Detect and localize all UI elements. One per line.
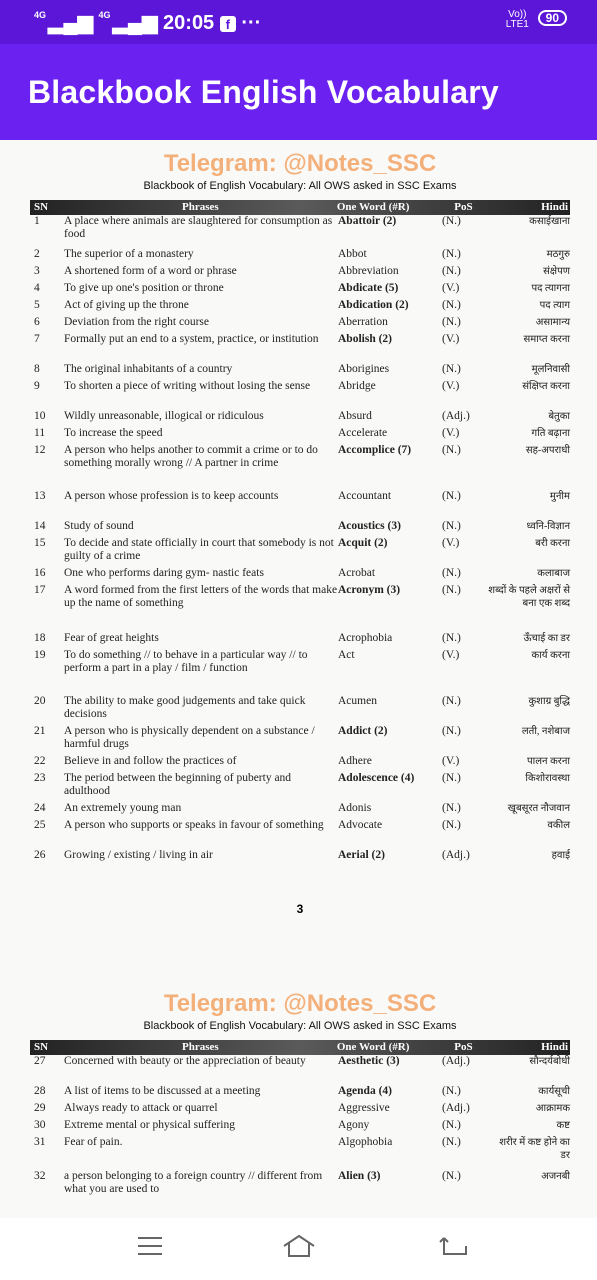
phrase-cell: Act of giving up the throne <box>64 299 189 311</box>
facebook-icon: f <box>220 16 236 32</box>
phrase-cell: Fear of pain. <box>64 1136 123 1148</box>
table-row <box>30 802 570 819</box>
one-word-cell: Acronym (3) <box>338 584 401 596</box>
pos-cell: (N.) <box>442 632 461 644</box>
one-word-cell: Aesthetic (3) <box>338 1055 400 1067</box>
sn-cell: 29 <box>34 1102 46 1114</box>
hindi-cell: सह-अपराधी <box>525 445 570 456</box>
app-title: Blackbook English Vocabulary <box>28 74 499 110</box>
hindi-cell: शब्दों के पहले अक्षरों से बना एक शब्द <box>488 585 570 609</box>
pos-cell: (V.) <box>442 282 460 294</box>
navigation-bar <box>0 1218 597 1280</box>
table-row <box>30 567 570 584</box>
col-hindi: Hindi <box>541 201 568 213</box>
app-bar <box>0 44 597 140</box>
pos-cell: (N.) <box>442 772 461 784</box>
one-word-cell: Acquit (2) <box>338 537 388 549</box>
signal-icon-2: ▂▄▆ <box>112 12 158 34</box>
table-row <box>30 1170 570 1196</box>
pos-cell: (N.) <box>442 1170 461 1182</box>
sn-cell: 6 <box>34 316 40 328</box>
sn-cell: 19 <box>34 649 46 661</box>
one-word-cell: Adonis <box>338 802 372 814</box>
document-page-1 <box>30 150 570 916</box>
pos-cell: (V.) <box>442 333 460 345</box>
sn-cell: 14 <box>34 520 46 532</box>
one-word-cell: Advocate <box>338 819 383 831</box>
table-row <box>30 520 570 537</box>
one-word-cell: Agony <box>338 1119 370 1131</box>
col-phrases: Phrases <box>182 201 219 213</box>
hindi-cell: खूबसूरत नौजवान <box>507 803 570 814</box>
sn-cell: 17 <box>34 584 46 596</box>
hindi-cell: लती, नशेबाज <box>521 726 570 737</box>
one-word-cell: Acrobat <box>338 567 376 579</box>
hindi-cell: आक्रामक <box>535 1103 570 1114</box>
hindi-cell: वकील <box>547 820 570 831</box>
hindi-cell: बेतुका <box>548 411 570 422</box>
table-row <box>30 333 570 363</box>
phrase-cell: a person belonging to a foreign country // different from what you are used to <box>64 1170 323 1195</box>
table-row <box>30 299 570 316</box>
pos-cell: (V.) <box>442 380 460 392</box>
table-row <box>30 282 570 299</box>
one-word-cell: Abridge <box>338 380 376 392</box>
table-body-2 <box>30 1055 570 1196</box>
hindi-cell: किशोरावस्था <box>525 773 570 784</box>
table-row <box>30 725 570 755</box>
phrase-cell: To increase the speed <box>64 427 163 439</box>
table-body-1 <box>30 215 570 869</box>
col-pos: PoS <box>454 201 473 213</box>
pos-cell: (N.) <box>442 248 461 260</box>
table-row <box>30 1085 570 1102</box>
table-row <box>30 537 570 567</box>
hindi-cell: समाप्त करना <box>523 334 570 345</box>
pos-cell: (N.) <box>442 490 461 502</box>
home-icon[interactable] <box>281 1232 315 1260</box>
table-row <box>30 316 570 333</box>
phrase-cell: A place where animals are slaughtered for consumption as food <box>64 215 333 240</box>
hindi-cell: हवाई <box>551 850 570 861</box>
one-word-cell: Act <box>338 649 355 661</box>
table-row <box>30 215 570 248</box>
pos-cell: (N.) <box>442 1136 461 1148</box>
hindi-cell: पद त्याग <box>539 300 570 311</box>
pos-cell: (V.) <box>442 755 460 767</box>
sn-cell: 22 <box>34 755 46 767</box>
page-number: 3 <box>296 902 304 916</box>
battery-icon <box>538 10 567 26</box>
sn-cell: 30 <box>34 1119 46 1131</box>
volte-label: Vo)) <box>508 9 527 20</box>
phrase-cell: Fear of great heights <box>64 632 159 644</box>
menu-icon[interactable] <box>133 1232 167 1260</box>
one-word-cell: Absurd <box>338 410 372 422</box>
col-hindi-2: Hindi <box>541 1041 568 1053</box>
phrase-cell: Always ready to attack or quarrel <box>64 1102 218 1114</box>
lte-label: LTE1 <box>505 19 529 30</box>
document-viewer[interactable] <box>0 140 597 1218</box>
table-row <box>30 819 570 849</box>
document-subtitle: Blackbook of English Vocabulary: All OWS asked in SSC Exams <box>143 180 457 192</box>
one-word-cell: Agenda (4) <box>338 1085 392 1097</box>
hindi-cell: मठगुरु <box>546 249 570 260</box>
pos-cell: (Adj.) <box>442 1102 470 1114</box>
status-bar <box>0 0 597 44</box>
hindi-cell: सौन्दर्यबोधी <box>529 1056 570 1067</box>
document-subtitle-2: Blackbook of English Vocabulary: All OWS asked in SSC Exams <box>143 1020 457 1032</box>
pos-cell: (N.) <box>442 725 461 737</box>
hindi-cell: कसाईखाना <box>529 216 570 227</box>
signal-1-label: 4G <box>34 10 47 20</box>
phrase-cell: A list of items to be discussed at a meeting <box>64 1085 261 1097</box>
status-right <box>506 10 567 30</box>
one-word-cell: Accomplice (7) <box>338 444 412 456</box>
one-word-cell: Abolish (2) <box>338 333 392 345</box>
table-header-2 <box>30 1040 570 1055</box>
one-word-cell: Aborigines <box>338 363 390 375</box>
sn-cell: 11 <box>34 427 46 439</box>
one-word-cell: Algophobia <box>338 1136 393 1148</box>
one-word-cell: Adhere <box>338 755 372 767</box>
one-word-cell: Accountant <box>338 490 392 502</box>
col-one-word: One Word (#R) <box>336 201 410 213</box>
hindi-cell: संक्षेपण <box>543 266 570 277</box>
hindi-cell: कलाबाज <box>537 568 570 579</box>
hindi-cell: अजनबी <box>541 1171 570 1182</box>
phrase-cell: Believe in and follow the practices of <box>64 755 237 767</box>
table-row <box>30 632 570 649</box>
battery-level: 90 <box>545 11 559 25</box>
phrase-cell: The period between the beginning of puberty and adulthood <box>64 772 292 797</box>
table-row <box>30 363 570 380</box>
sn-cell: 13 <box>34 490 46 502</box>
table-row <box>30 380 570 410</box>
hindi-cell: संक्षिप्त करना <box>522 381 570 392</box>
pos-cell: (Adj.) <box>442 849 470 861</box>
one-word-cell: Abdication (2) <box>338 299 409 311</box>
sn-cell: 32 <box>34 1170 46 1182</box>
one-word-cell: Abattoir (2) <box>338 215 397 227</box>
phrase-cell: To give up one's position or throne <box>64 282 224 294</box>
phrase-cell: To decide and state officially in court that somebody is not guilty of a crime <box>64 537 334 562</box>
phrase-cell: To do something // to behave in a particular way // to perform a part in a play / film / function <box>64 649 308 674</box>
table-row <box>30 755 570 772</box>
sn-cell: 12 <box>34 444 46 456</box>
phrase-cell: One who performs daring gym- nastic feats <box>64 567 264 579</box>
table-header <box>30 200 570 215</box>
pos-cell: (N.) <box>442 520 461 532</box>
hindi-cell: पद त्यागना <box>531 283 570 294</box>
more-notifications-icon: ··· <box>241 12 262 34</box>
one-word-cell: Alien (3) <box>338 1170 381 1182</box>
sn-cell: 15 <box>34 537 46 549</box>
hindi-cell: बरी करना <box>535 538 570 549</box>
document-page-2 <box>30 990 570 1196</box>
sn-cell: 31 <box>34 1136 46 1148</box>
phrase-cell: A shortened form of a word or phrase <box>64 265 237 277</box>
pos-cell: (N.) <box>442 819 461 831</box>
pos-cell: (N.) <box>442 584 461 596</box>
sn-cell: 8 <box>34 363 40 375</box>
pos-cell: (N.) <box>442 316 461 328</box>
hindi-cell: कार्यसूची <box>538 1086 570 1097</box>
phrase-cell: Extreme mental or physical suffering <box>64 1119 235 1131</box>
phrase-cell: A word formed from the first letters of the words that make up the name of something <box>64 584 338 609</box>
phrase-cell: A person who supports or speaks in favour of something <box>64 819 324 831</box>
table-row <box>30 649 570 695</box>
hindi-cell: मूलनिवासी <box>531 364 570 375</box>
col-pos-2: PoS <box>454 1041 473 1053</box>
status-left <box>34 10 261 35</box>
signal-2-label: 4G <box>98 10 111 20</box>
phrase-cell: An extremely young man <box>64 802 182 814</box>
one-word-cell: Abdicate (5) <box>338 282 399 294</box>
sn-cell: 16 <box>34 567 46 579</box>
sn-cell: 20 <box>34 695 46 707</box>
one-word-cell: Abbot <box>338 248 367 260</box>
one-word-cell: Aggressive <box>338 1102 390 1114</box>
table-row <box>30 695 570 725</box>
phrase-cell: A person who helps another to commit a crime or to do something morally wrong // A partner in crime <box>64 444 318 469</box>
sn-cell: 9 <box>34 380 40 392</box>
sn-cell: 21 <box>34 725 46 737</box>
col-one-word-2: One Word (#R) <box>336 1041 410 1053</box>
phrase-cell: The superior of a monastery <box>64 248 194 260</box>
phrase-cell: Concerned with beauty or the appreciation of beauty <box>64 1055 306 1067</box>
table-row <box>30 427 570 444</box>
sn-cell: 24 <box>34 802 46 814</box>
phrase-cell: Study of sound <box>64 520 134 532</box>
table-row <box>30 444 570 490</box>
sn-cell: 5 <box>34 299 40 311</box>
telegram-watermark-2: Telegram: @Notes_SSC <box>163 990 437 1017</box>
table-row <box>30 1055 570 1085</box>
pos-cell: (N.) <box>442 265 461 277</box>
one-word-cell: Adolescence (4) <box>338 772 415 784</box>
sn-cell: 10 <box>34 410 46 422</box>
phrase-cell: Formally put an end to a system, practice, or institution <box>64 333 319 345</box>
sn-cell: 1 <box>34 215 40 227</box>
signal-icon: ▂▄▆ <box>48 12 93 34</box>
table-row <box>30 1119 570 1136</box>
telegram-watermark: Telegram: @Notes_SSC <box>163 150 437 177</box>
table-row <box>30 248 570 265</box>
pos-cell: (Adj.) <box>442 1055 470 1067</box>
sn-cell: 3 <box>34 265 40 277</box>
phrase-cell: A person whose profession is to keep accounts <box>64 490 279 502</box>
hindi-cell: कष्ट <box>556 1120 570 1131</box>
hindi-cell: ऊँचाई का डर <box>523 633 570 644</box>
hindi-cell: कार्य करना <box>531 650 570 661</box>
col-phrases-2: Phrases <box>182 1041 219 1053</box>
phrase-cell: Growing / existing / living in air <box>64 849 213 861</box>
one-word-cell: Aerial (2) <box>338 849 385 861</box>
table-row <box>30 410 570 427</box>
pos-cell: (Adj.) <box>442 410 470 422</box>
one-word-cell: Abbreviation <box>338 265 399 277</box>
phrase-cell: The original inhabitants of a country <box>64 363 233 375</box>
phrase-cell: To shorten a piece of writing without losing the sense <box>64 380 311 392</box>
pos-cell: (N.) <box>442 1085 461 1097</box>
phrase-cell: The ability to make good judgements and take quick decisions <box>64 695 306 720</box>
one-word-cell: Acumen <box>338 695 377 707</box>
table-row <box>30 1136 570 1170</box>
one-word-cell: Addict (2) <box>338 725 388 737</box>
table-row <box>30 849 570 869</box>
sn-cell: 25 <box>34 819 46 831</box>
sn-cell: 2 <box>34 248 40 260</box>
pos-cell: (N.) <box>442 363 461 375</box>
back-icon[interactable] <box>438 1232 472 1260</box>
sn-cell: 7 <box>34 333 40 345</box>
sn-cell: 18 <box>34 632 46 644</box>
one-word-cell: Aberration <box>338 316 388 328</box>
clock: 20:05 <box>163 12 215 34</box>
pos-cell: (N.) <box>442 567 461 579</box>
pos-cell: (N.) <box>442 802 461 814</box>
one-word-cell: Acoustics (3) <box>338 520 401 532</box>
pos-cell: (N.) <box>442 299 461 311</box>
phrase-cell: Deviation from the right course <box>64 316 209 328</box>
hindi-cell: पालन करना <box>526 756 570 767</box>
col-sn-2: SN <box>34 1041 49 1053</box>
col-sn: SN <box>34 201 49 213</box>
one-word-cell: Accelerate <box>338 427 388 439</box>
pos-cell: (V.) <box>442 537 460 549</box>
phrase-cell: A person who is physically dependent on a substance / harmful drugs <box>64 725 315 750</box>
sn-cell: 4 <box>34 282 40 294</box>
pos-cell: (V.) <box>442 649 460 661</box>
sn-cell: 23 <box>34 772 46 784</box>
hindi-cell: कुशाग्र बुद्धि <box>528 696 570 707</box>
pos-cell: (N.) <box>442 695 461 707</box>
one-word-cell: Acrophobia <box>338 632 393 644</box>
sn-cell: 26 <box>34 849 46 861</box>
hindi-cell: असामान्य <box>535 317 570 328</box>
pos-cell: (N.) <box>442 215 461 227</box>
table-row <box>30 584 570 632</box>
table-row <box>30 490 570 520</box>
pos-cell: (N.) <box>442 1119 461 1131</box>
table-row <box>30 772 570 802</box>
table-row <box>30 265 570 282</box>
phrase-cell: Wildly unreasonable, illogical or ridiculous <box>64 410 264 422</box>
hindi-cell: ध्वनि-विज्ञान <box>526 521 570 532</box>
pos-cell: (N.) <box>442 444 461 456</box>
sn-cell: 28 <box>34 1085 46 1097</box>
pos-cell: (V.) <box>442 427 460 439</box>
table-row <box>30 1102 570 1119</box>
hindi-cell: मुनीम <box>549 491 570 502</box>
hindi-cell: शरीर में कष्ट होने का डर <box>499 1137 570 1161</box>
sn-cell: 27 <box>34 1055 46 1067</box>
hindi-cell: गति बढ़ाना <box>531 428 570 439</box>
